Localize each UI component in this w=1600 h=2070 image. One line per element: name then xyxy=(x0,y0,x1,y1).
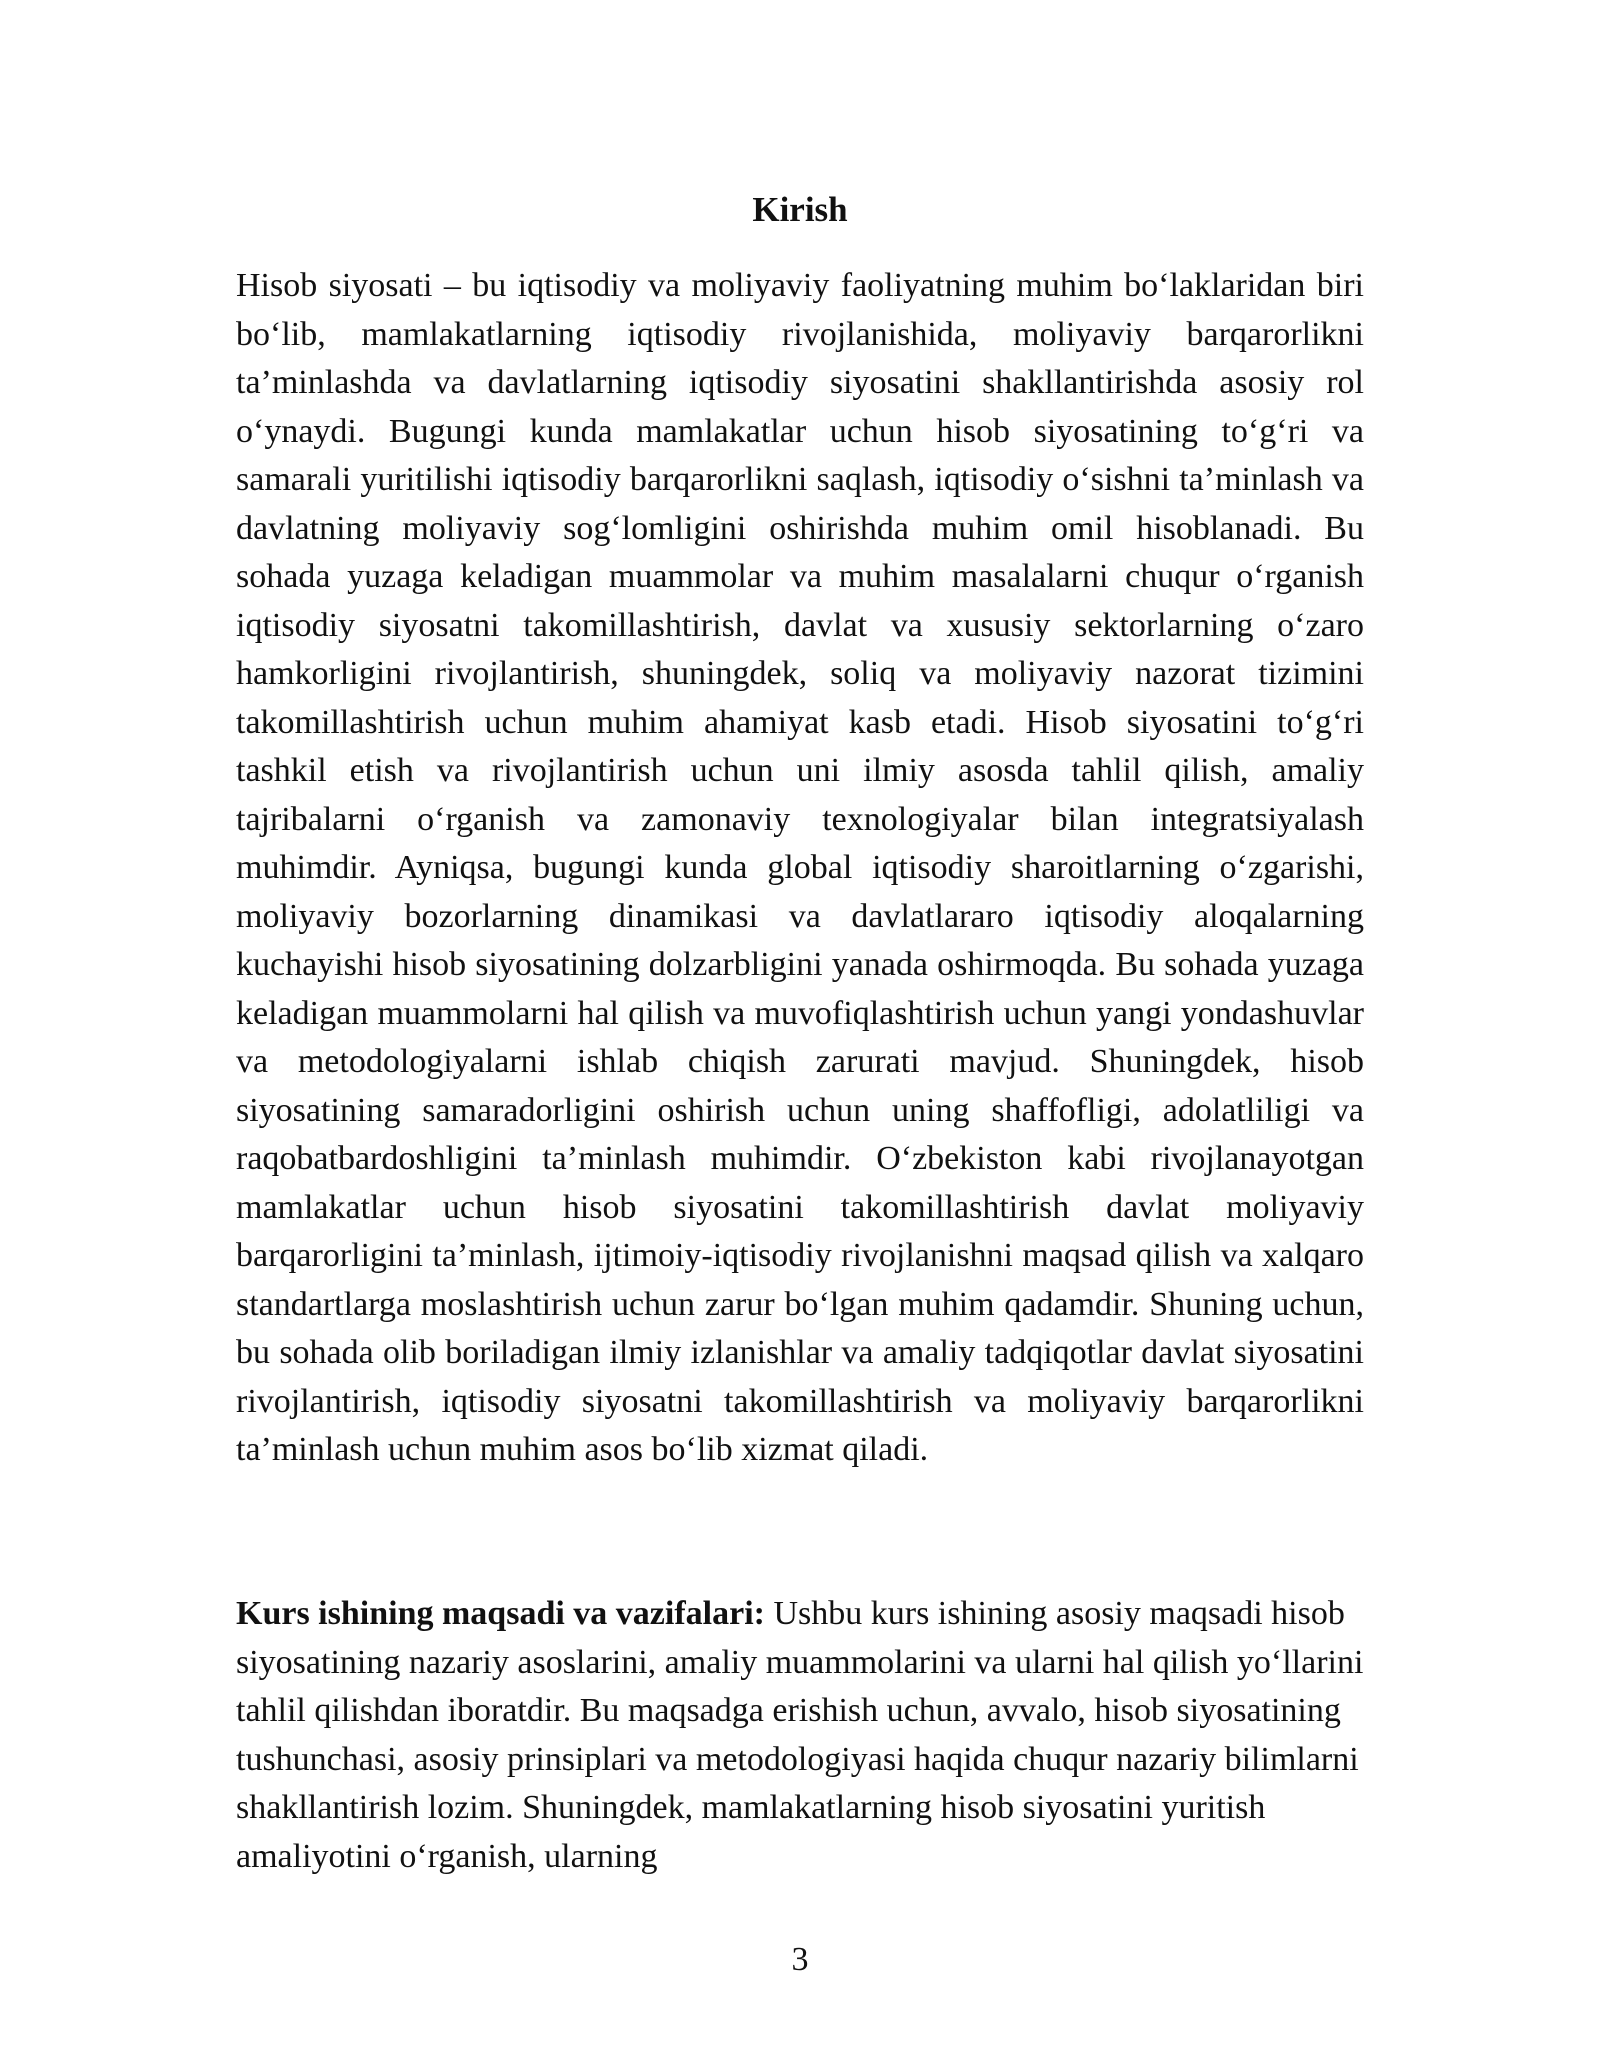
page-number: 3 xyxy=(791,1941,809,1978)
goals-lead: Kurs ishining maqsadi va vazifalari: xyxy=(236,1595,765,1632)
intro-paragraph: Hisob siyosati – bu iqtisodiy va moliyaviy faoliyatning muhim bo‘laklaridan biri bo‘lib, mamlakatlarning iqtisodiy rivojlanishida, moliyaviy barqarorlikni ta’minlashda va davlatlarning iqtisodiy siyosatini shakllantirishda asosiy rol o‘ynaydi. Bugungi kunda mamlakatlar uchun hisob siyosatining to‘g‘ri va samarali yuritilishi iqtisodiy barqarorlikni saqlash, iqtisodiy o‘sishni ta’minlash va davlatning moliyaviy sog‘lomligini oshirishda muhim omil hisoblanadi. Bu sohada yuzaga keladigan muammolar va muhim masalalarni chuqur o‘rganish iqtisodiy siyosatni takomillashtirish, davlat va xususiy sektorlarning o‘zaro hamkorligini rivojlantirish, shuningdek, soliq va moliyaviy nazorat tizimini takomillashtirish uchun muhim ahamiyat kasb etadi. Hisob siyosatini to‘g‘ri tashkil etish va rivojlantirish uchun uni ilmiy asosda tahlil qilish, amaliy tajribalarni o‘rganish va zamonaviy texnologiyalar bilan integratsiyalash muhimdir. Ayniqsa, bugungi kunda global iqtisodiy sharoitlarning o‘zgarishi, moliyaviy bozorlarning dinamikasi va davlatlararo iqtisodiy aloqalarning kuchayishi hisob siyosatining dolzarbligini yanada oshirmoqda. Bu sohada yuzaga keladigan muammolarni hal qilish va muvofiqlashtirish uchun yangi yondashuvlar va metodologiyalarni ishlab chiqish zarurati mavjud. Shuningdek, hisob siyosatining samaradorligini oshirish uchun uning shaffofligi, adolatliligi va raqobatbardoshligini ta’minlash muhimdir. O‘zbekiston kabi rivojlanayotgan mamlakatlar uchun hisob siyosatini takomillashtirish davlat moliyaviy barqarorligini ta’minlash, ijtimoiy-iqtisodiy rivojlanishni maqsad qilish va xalqaro standartlarga moslashtirish uchun zarur bo‘lgan muhim qadamdir. Shuning uchun, bu sohada olib boriladigan ilmiy izlanishlar va amaliy tadqiqotlar davlat siyosatini rivojlantirish, iqtisodiy siyosatni takomillashtirish va moliyaviy barqarorlikni ta’minlash uchun muhim asos bo‘lib xizmat qiladi. xyxy=(236,267,1364,1468)
goals-paragraph xyxy=(236,1590,1364,1881)
section-heading: Kirish xyxy=(752,190,848,229)
goals-text: Ushbu kurs ishining asosiy maqsadi hisob siyosatining nazariy asoslarini, amaliy muammolarini va ularni hal qilish yo‘llarini tahlil qilishdan iboratdir. Bu maqsadga erishish uchun, avvalo, hisob siyosatining tushunchasi, asosiy prinsiplari va metodologiyasi haqida chuqur nazariy bilimlarni shakllantirish lozim. Shuningdek, mamlakatlarning hisob siyosatini yuritish amaliyotini o‘rganish, ularning xyxy=(236,1595,1364,1875)
